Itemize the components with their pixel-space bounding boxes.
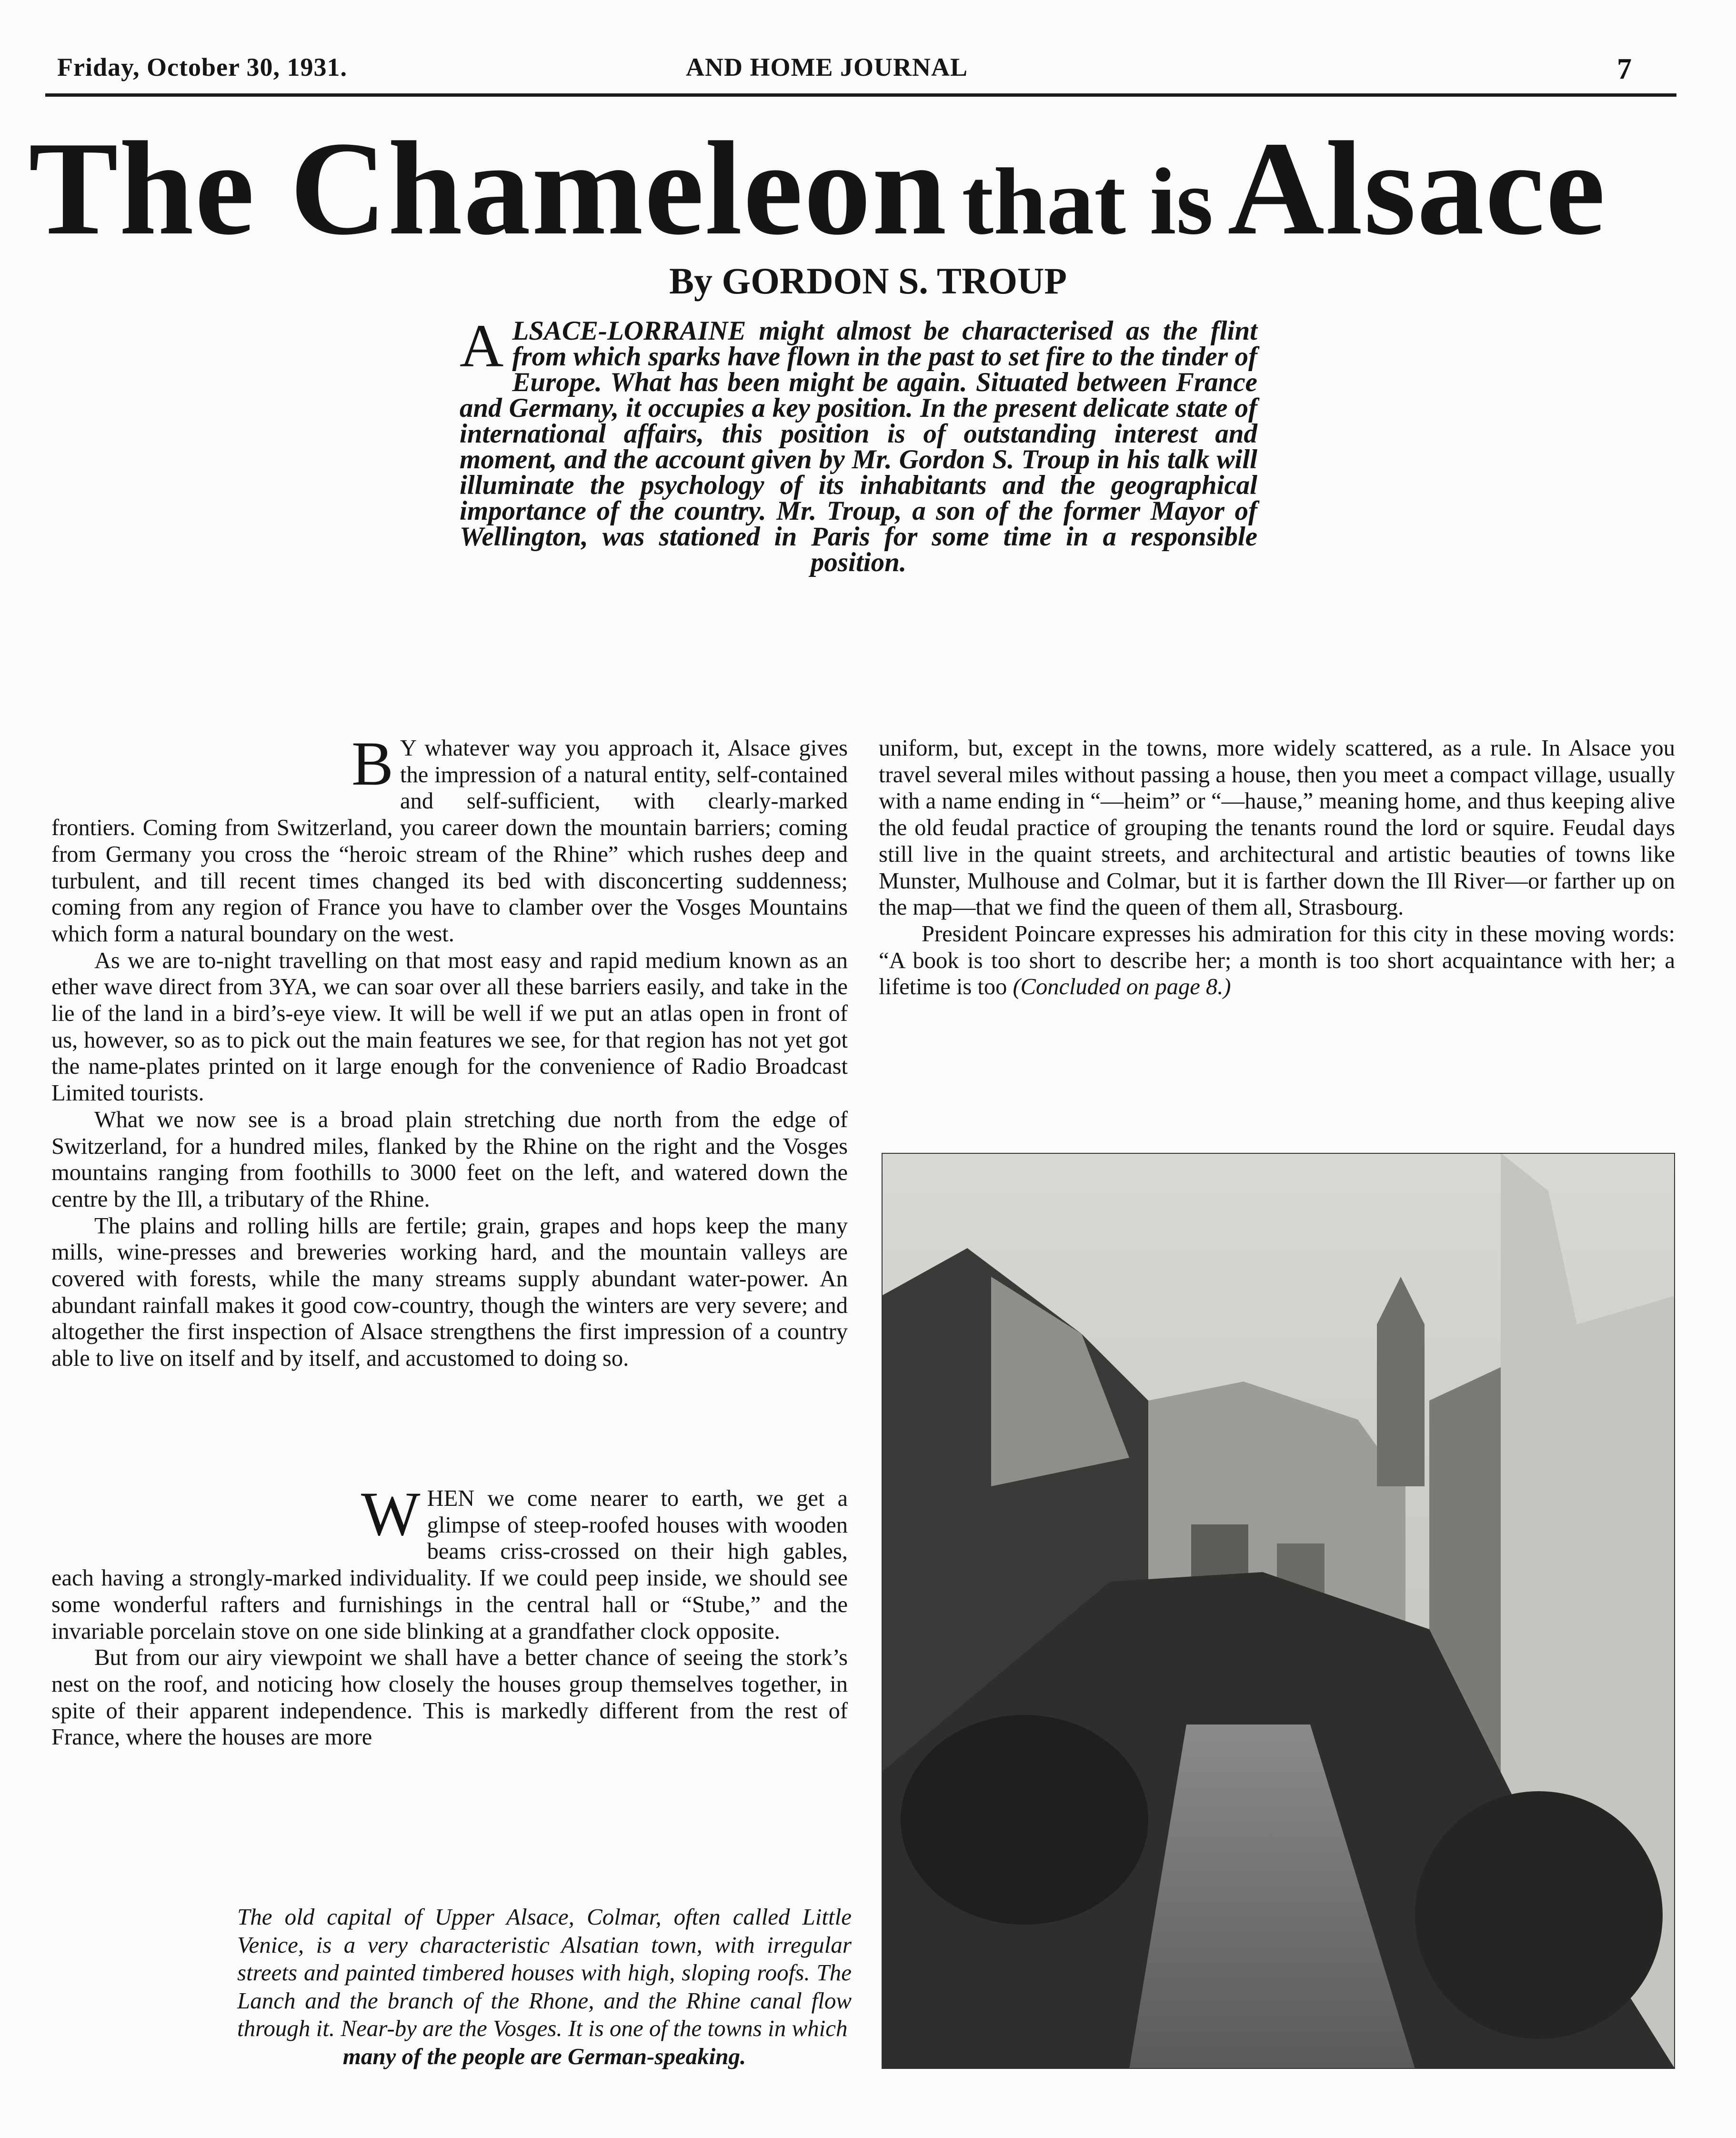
photo-image (882, 1153, 1675, 2069)
title-part-1: The Chameleon (29, 114, 948, 262)
intro-standfirst (460, 312, 1257, 577)
drop-cap-w: W (361, 1479, 421, 1549)
header-rule (45, 93, 1676, 97)
caption-text: The old capital of Upper Alsace, Colmar, often called Little Venice, is a very characteristic Alsatian town, with irregular streets and painted timbered houses with high, sloping roofs. The Lanch and the branch of the Rhone, and the Rhine canal flow through it. Near-by are the Vosges. It is one of the towns in which (237, 1904, 852, 2041)
paragraph-2: As we are to-night travelling on that most easy and rapid medium known as an ether wave direct from 3YA, we can soar over all these barriers easily, and take in the lie of the land in a bird’s-eye view. It will be well if we put an atlas open in front of us, however, so as to pick out the main features we see, for that region has not yet got the name-plates printed on it large enough for the convenience of Radio Broadcast Limited tourists. (51, 948, 848, 1106)
left-column-section-1 (51, 728, 848, 1372)
title-part-3: Alsace (1227, 114, 1606, 262)
colmar-canal-photo (882, 1153, 1675, 2069)
paragraph-5: WHEN we come nearer to earth, we get a glimpse of steep-roofed houses with wooden beams criss-crossed on their high gables, each having a strongly-marked individuality. If we could peep inside, we should see some wonderful rafters and furnishings in the central hall or “Stube,” and the invariable porcelain stove on one side blinking at a grandfather clock opposite. (51, 1479, 848, 1644)
continued-note: (Concluded on page 8.) (1013, 974, 1231, 1000)
page-number: 7 (1617, 53, 1632, 85)
publication-name: AND HOME JOURNAL (686, 53, 968, 81)
paragraph-6: But from our airy viewpoint we shall have a better chance of seeing the stork’s nest on the roof, and noticing how closely the houses group themselves together, in spite of their apparent independence. This is markedly different from the rest of France, where the houses are more (51, 1645, 848, 1750)
paragraph-8: President Poincare expresses his admiration for this city in these moving words: “A book is too short to describe her; a month is too short acquaintance with her; a lifetime is too (Concluded on page 8.) (879, 921, 1675, 1000)
title-part-2: that is (962, 149, 1214, 254)
issue-date: Friday, October 30, 1931. (57, 53, 347, 81)
byline: By GORDON S. TROUP (669, 260, 1067, 302)
left-column-section-2 (51, 1479, 848, 1751)
intro-text: LSACE-LORRAINE might almost be characterised as the flint from which sparks have flown in the past to set fire to the tinder of Europe. What has been might be again. Situated between France and Germany, it occupies a key position. In the present delicate state of international affairs, this position is of outstanding interest and moment, and the account given by Mr. Gordon S. Troup in his talk will illuminate the psychology of its inhabitants and the geographical importance of the country. Mr. Troup, a son of the former Mayor of Wellington, was stationed in Paris for some time in a responsible position. (460, 316, 1257, 577)
right-column (879, 735, 1675, 1000)
paragraph-4: The plains and rolling hills are fertile; grain, grapes and hops keep the many mills, wine-presses and breweries working hard, and the mountain valleys are covered with forests, while the many streams supply abundant water-power. An abundant rainfall makes it good cow-country, though the winters are very severe; and altogether the first inspection of Alsace strengthens the first impression of a country able to live on itself and by itself, and accustomed to doing so. (51, 1213, 848, 1372)
paragraph-3: What we now see is a broad plain stretching due north from the edge of Switzerland, for a hundred miles, flanked by the Rhine on the right and the Vosges mountains ranging from foothills to 3000 feet on the left, and watered down the centre by the Ill, a tributary of the Rhine. (51, 1107, 848, 1212)
paragraph-1: B Y whatever way you approach it, Alsace gives the impression of a natural entity, self-contained and self-sufficient, with clearly-marked frontiers. Coming from Switzerland, you career down the mountain barriers; coming from Germany you cross the “heroic stream of the Rhine” which rushes deep and turbulent, and till recent times changed its bed with disconcerting suddenness; coming from any region of France you have to clamber over the Vosges Mountains which form a natural boundary on the west. (51, 728, 848, 947)
intro-drop-cap: A (460, 312, 504, 380)
caption-last-line: many of the people are German-speaking. (342, 2043, 746, 2069)
photo-caption (237, 1903, 852, 2070)
drop-cap-b: B (351, 728, 394, 798)
paragraph-7: uniform, but, except in the towns, more widely scattered, as a rule. In Alsace you travel several miles without passing a house, then you meet a compact village, usually with a name ending in “—heim” or “—hause,” meaning home, and thus keeping alive the old feudal practice of grouping the tenants round the lord or squire. Feudal days still live in the quaint streets, and architectural and artistic beauties of towns like Munster, Mulhouse and Colmar, but it is farther down the Ill River—or farther up on the map—that we find the queen of them all, Strasbourg. (879, 736, 1675, 920)
